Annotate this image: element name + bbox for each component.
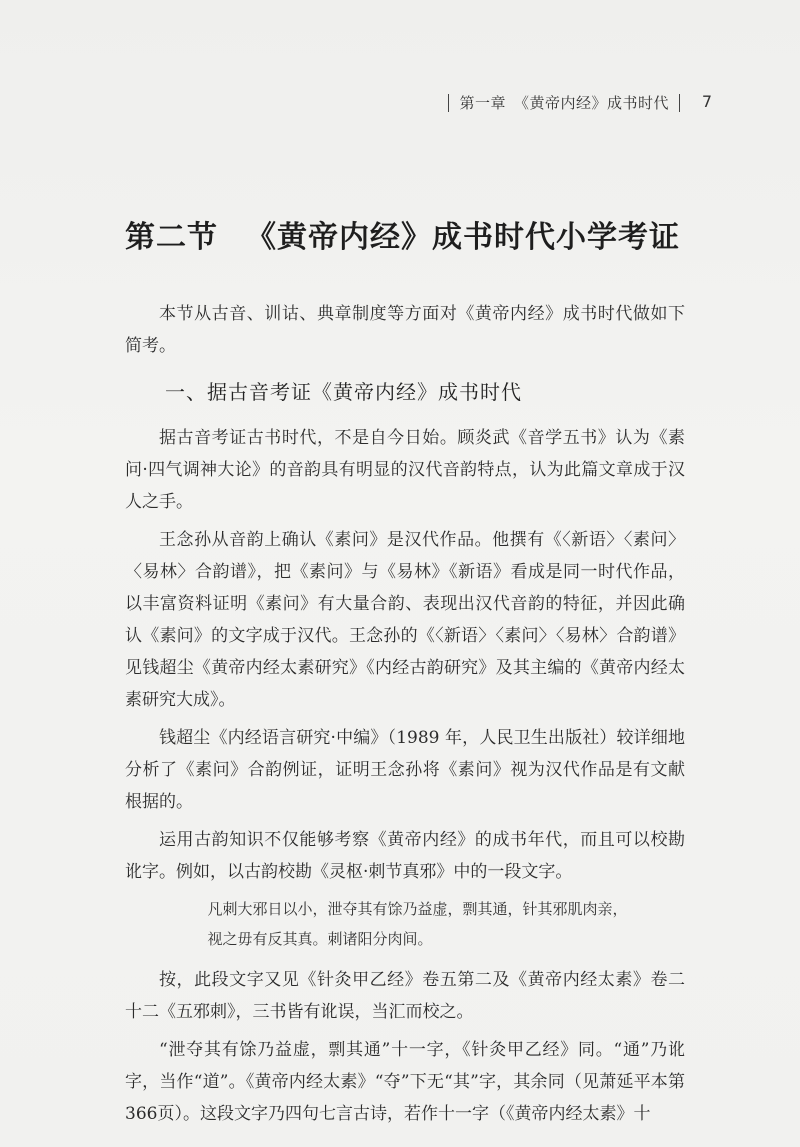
header-divider [448,94,449,112]
section-label: 第二节 [125,220,218,255]
section-heading: 《黄帝内经》成书时代小学考证 [246,220,680,255]
main-text [125,298,685,1136]
page-number: 7 [701,92,712,111]
block-quote [125,894,685,954]
body-paragraph: 据古音考证古书时代，不是自今日始。顾炎武《音学五书》认为《素问·四气调神大论》的音韵具有明显的汉代音韵特点，认为此篇文章成于汉人之手。 [125,428,685,512]
body-paragraph: 王念孙从音韵上确认《素问》是汉代作品。他撰有《〈新语〉〈素问〉〈易林〉合韵谱》，把《素问》与《易林》《新语》看成是同一时代作品，以丰富资料证明《素问》有大量合韵、表现出汉代音韵的特征，并因此确认《素问》的文字成于汉代。王念孙的《〈新语〉〈素问〉〈易林〉合韵谱》见钱超尘《黄帝内经太素研究》《内经古韵研究》及其主编的《黄帝内经太素研究大成》。 [125,530,685,710]
quote-line: 视之毋有反其真。刺诸阳分肉间。 [207,930,433,948]
body-paragraph: 运用古韵知识不仅能够考察《黄帝内经》的成书年代，而且可以校勘讹字。例如，以古韵校勘《灵枢·刺节真邪》中的一段文字。 [125,830,685,882]
quote-line: 凡刺大邪日以小，泄夺其有馀乃益虚，剽其通，针其邪肌肉亲， [207,900,628,918]
chapter-title: 第一章 《黄帝内经》成书时代 [459,94,669,112]
body-paragraph: 按，此段文字又见《针灸甲乙经》卷五第二及《黄帝内经太素》卷二十二《五邪刺》，三书皆有讹误，当汇而校之。 [125,970,685,1022]
header-divider [679,94,680,112]
subsection-heading: 一、据古音考证《黄帝内经》成书时代 [165,380,522,404]
body-paragraph: 钱超尘《内经语言研究·中编》（1989 年，人民卫生出版社）较详细地分析了《素问》合韵例证，证明王念孙将《素问》视为汉代作品是有文献根据的。 [125,728,685,812]
body-paragraph: “泄夺其有馀乃益虚，剽其通”十一字，《针灸甲乙经》同。“通”乃讹字，当作“道”。《黄帝内经太素》“夺”下无“其”字，其余同（见萧延平本第366页）。这段文字乃四句七言古诗，若作十一字（《黄帝内经太素》十 [125,1040,685,1124]
section-title [125,212,685,256]
running-header [448,92,680,113]
intro-paragraph: 本节从古音、训诂、典章制度等方面对《黄帝内经》成书时代做如下简考。 [125,304,685,356]
